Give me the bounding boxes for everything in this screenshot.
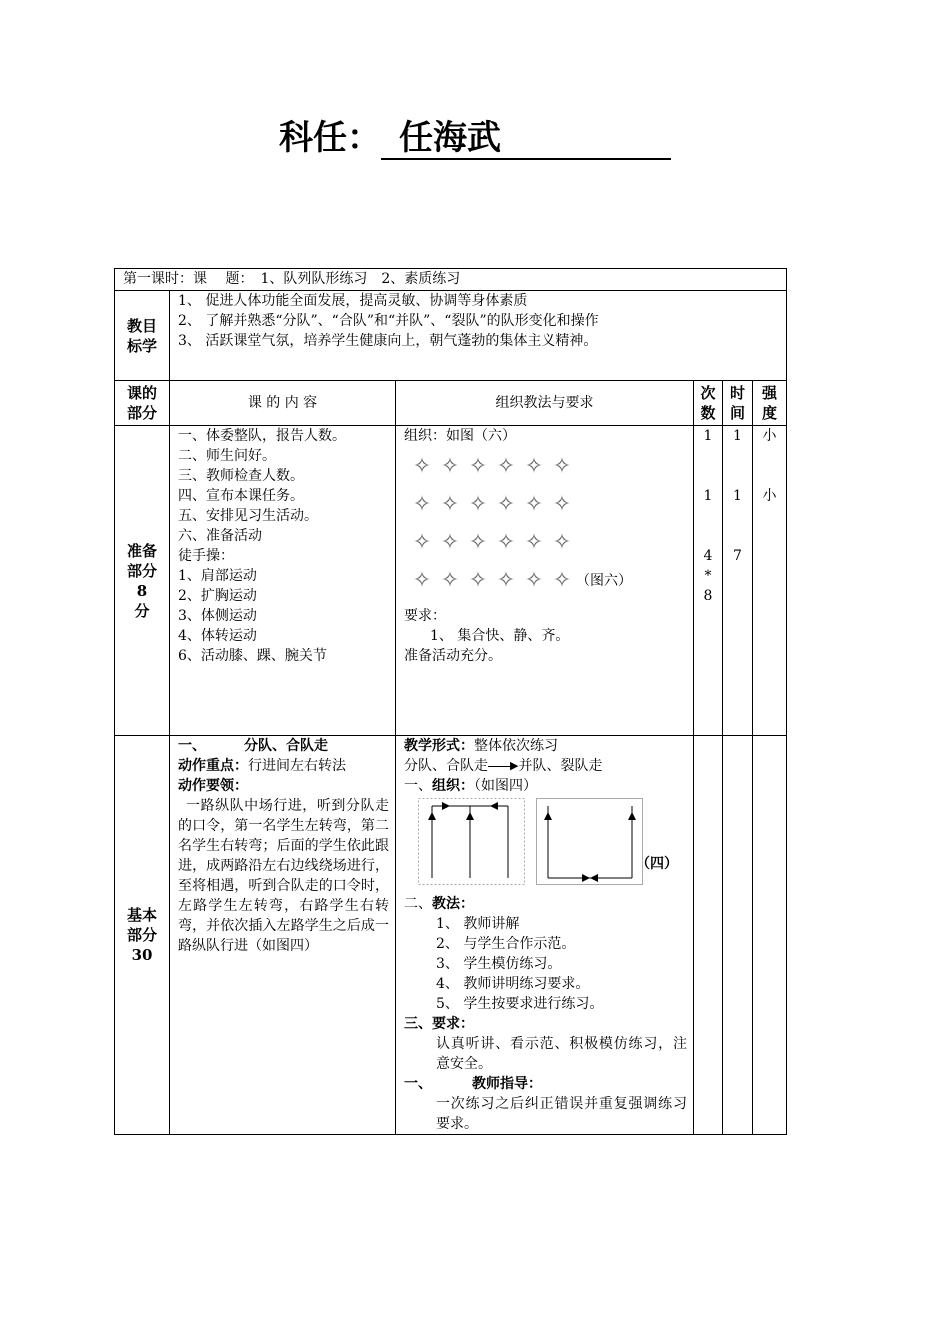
method-item: 1、 教师讲解 [436, 916, 520, 932]
flow-arrow-icon [488, 766, 510, 767]
header-intensity: 强 度 [753, 381, 787, 426]
student-star-icon: ✧ [496, 530, 516, 555]
student-star-icon: ✧ [468, 492, 488, 517]
student-star-icon: ✧ [552, 454, 572, 479]
student-star-icon: ✧ [440, 492, 460, 517]
header-part: 课的 部分 [115, 381, 170, 426]
basic-method [396, 736, 694, 1135]
objectives-label: 教目 标学 [115, 291, 170, 381]
basic-content [170, 736, 396, 1135]
march-diagram [418, 798, 648, 890]
header-times: 次 数 [694, 381, 723, 426]
basic-form: 教学形式：整体依次练习 [404, 738, 558, 754]
student-star-icon: ✧ [552, 568, 572, 593]
basic-intensity [753, 736, 787, 1135]
basic-essentials-label: 动作要领： [178, 778, 248, 794]
basic-times [694, 736, 723, 1135]
prep-req-1: 1、 集合快、静、齐。 [430, 628, 570, 644]
student-star-icon: ✧ [440, 530, 460, 555]
lesson-plan-table [114, 268, 787, 1135]
student-star-icon: ✧ [496, 492, 516, 517]
prep-req-title: 要求： [404, 608, 446, 624]
method-item: 2、 与学生合作示范。 [436, 936, 576, 952]
prep-label: 准备 部分 8 分 [115, 426, 170, 736]
basic-focus: 动作重点：行进间左右转法 [178, 758, 346, 774]
basic-essentials: 一路纵队中场行进，听到分队走的口令，第一名学生左转弯，第二名学生右转弯；后面的学生依此跟进，成两路沿左右边线绕场进行，至将相遇，听到合队走的口令时，左路学生左转弯，右路学生右转弯，并依次插入左路学生之后成一路纵队行进（如图四） [178, 798, 389, 954]
objective-item: 1、 促进人体功能全面发展，提高灵敏、协调等身体素质 [178, 293, 528, 309]
basic-req-heading: 三、要求： [404, 1016, 474, 1032]
topic-text: 第一课时：课 题： 1、队列队形练习 2、素质练习 [115, 269, 787, 291]
basic-req-text: 认真听讲、看示范、积极模仿练习，注意安全。 [436, 1036, 687, 1072]
student-star-icon: ✧ [440, 454, 460, 479]
objective-item: 3、 活跃课堂气氛，培养学生健康向上，朝气蓬勃的集体主义精神。 [178, 333, 598, 349]
student-star-icon: ✧ [412, 568, 432, 593]
student-star-icon: ✧ [524, 454, 544, 479]
figure-4-caption: （四） [636, 856, 678, 872]
prep-intensity: 小 小 [753, 426, 787, 736]
student-star-icon: ✧ [524, 492, 544, 517]
basic-guide-text: 一次练习之后纠正错误并重复强调练习要求。 [436, 1096, 687, 1132]
method-item: 5、 学生按要求进行练习。 [436, 996, 604, 1012]
basic-method-heading: 二、教法： [404, 896, 474, 912]
title-label: 科任： [279, 118, 381, 158]
objectives-list [170, 291, 787, 381]
student-star-icon: ✧ [412, 454, 432, 479]
basic-heading: 一、 分队、合队走 [178, 738, 328, 754]
objective-item: 2、 了解并熟悉“分队”、“合队”和“并队”、“裂队”的队形变化和操作 [178, 313, 599, 329]
prep-row [115, 426, 787, 736]
objectives-row [115, 291, 787, 381]
topic-row [115, 269, 787, 291]
basic-duration [723, 736, 753, 1135]
student-star-icon: ✧ [440, 568, 460, 593]
header-row [115, 381, 787, 426]
prep-times: 1 1 4 * 8 [694, 426, 723, 736]
basic-label: 基本 部分 30 [115, 736, 170, 1135]
student-star-icon: ✧ [496, 454, 516, 479]
prep-org: 组织：如图（六） [404, 428, 516, 444]
method-item: 4、 教师讲明练习要求。 [436, 976, 590, 992]
header-method: 组织教法与要求 [396, 381, 694, 426]
prep-method [396, 426, 694, 736]
student-star-icon: ✧ [468, 568, 488, 593]
student-star-icon: ✧ [552, 492, 572, 517]
basic-org: 一、组织：（如图四） [404, 778, 537, 794]
prep-req-2: 准备活动充分。 [404, 648, 502, 664]
basic-flow: 分队、合队走 ▶并队、裂队走 [404, 758, 603, 774]
student-star-icon: ✧ [496, 568, 516, 593]
prep-duration: 1 1 7 [723, 426, 753, 736]
formation-figure-6 [408, 448, 689, 600]
method-item: 3、 学生模仿练习。 [436, 956, 562, 972]
prep-content: 一、体委整队，报告人数。 二、师生问好。 三、教师检查人数。 四、宣布本课任务。 五、安排见习生活动。 六、准备活动 徒手操： 1、肩部运动 2、扩胸运动 3、体侧运动 4、体转运动 6、活动膝、踝、腕关节 [170, 426, 396, 736]
student-star-icon: ✧ [524, 530, 544, 555]
page-title [0, 118, 950, 160]
student-star-icon: ✧ [468, 530, 488, 555]
student-star-icon: ✧ [524, 568, 544, 593]
student-star-icon: ✧ [412, 530, 432, 555]
header-duration: 时 间 [723, 381, 753, 426]
header-content: 课 的 内 容 [170, 381, 396, 426]
teacher-name: 任海武 [381, 118, 671, 160]
figure-6-caption: （图六） [576, 573, 632, 589]
student-star-icon: ✧ [468, 454, 488, 479]
formation-figure-4 [404, 798, 687, 888]
student-star-icon: ✧ [412, 492, 432, 517]
basic-row [115, 736, 787, 1135]
student-star-icon: ✧ [552, 530, 572, 555]
basic-guide-heading: 一、 教师指导： [404, 1076, 542, 1092]
